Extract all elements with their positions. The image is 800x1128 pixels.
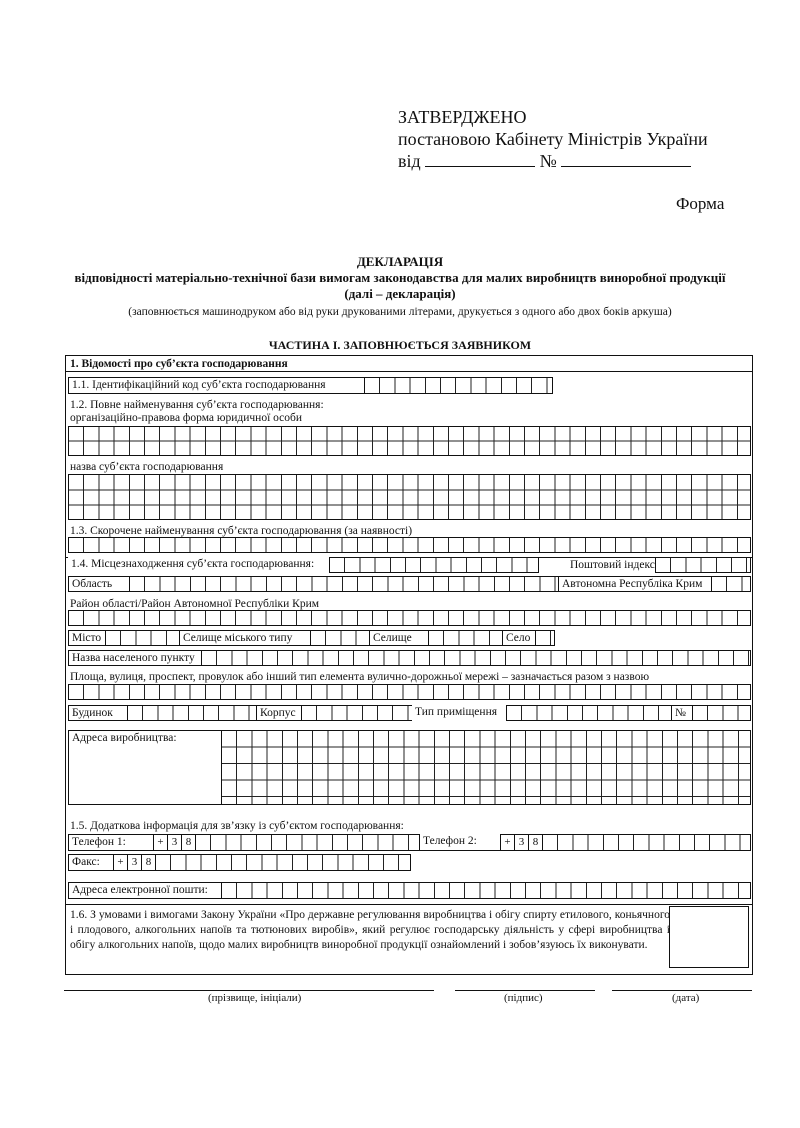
consent-checkbox[interactable] [669, 906, 749, 968]
entity-name-label: назва суб’єкта господарювання [70, 461, 224, 473]
city-label: Місто [68, 630, 106, 646]
building-label: Будинок [68, 705, 128, 721]
premises-type-label: Тип приміщення [412, 705, 507, 721]
number-blank[interactable] [561, 150, 691, 167]
fax-plus: + [113, 854, 128, 871]
section-1-heading: 1. Відомості про суб’єкта господарювання [70, 358, 288, 370]
declaration-subtitle: відповідності матеріально-технічної бази вимогам законодавства для малих виробництв виноробної продукції [74, 270, 726, 285]
urban-village-label: Селище міського типу [179, 630, 311, 646]
street-cells[interactable] [68, 684, 751, 700]
building-cells[interactable] [127, 705, 257, 721]
apartment-number-cells[interactable] [692, 705, 751, 721]
settlement-cells[interactable] [428, 630, 503, 646]
locality-name-cells[interactable] [201, 650, 751, 666]
fax-digit-8: 8 [141, 854, 156, 871]
village-label: Село [502, 630, 536, 646]
phone1-digit-8: 8 [181, 834, 196, 851]
fax-label: Факс: [68, 854, 114, 871]
number-sign-label: № [671, 705, 693, 721]
divider [65, 371, 753, 372]
declaration-title: ДЕКЛАРАЦІЯ [356, 254, 444, 269]
crimea-checkbox[interactable] [711, 576, 751, 592]
fax-digit-3: 3 [127, 854, 142, 871]
corpus-label: Корпус [256, 705, 302, 721]
approval-block [398, 106, 708, 172]
city-cells[interactable] [105, 630, 180, 646]
phone1-plus: + [153, 834, 168, 851]
email-cells[interactable] [221, 882, 751, 899]
settlement-label: Селище [369, 630, 429, 646]
consent-statement: 1.6. З умовами і вимогами Закону України «Про державне регулювання виробництва і обігу спирту етилового, коньячного і плодового, алкогольних напоїв та тютюнових виробів», який регулює господарську діяльність у сфері виробництва і обігу алкогольних напоїв, щодо малих виробництв виноробної продукції ознайомлений і зобов’язуюсь їх виконувати. [70, 909, 670, 951]
urban-village-cells[interactable] [310, 630, 370, 646]
tax-code-label: 1.1. Ідентифікаційний код суб’єкта господарювання [68, 377, 365, 394]
short-name-cells[interactable] [68, 537, 751, 553]
postal-index-label: Поштовий індекс [570, 559, 655, 571]
divider [65, 904, 753, 905]
signature-line[interactable] [455, 990, 595, 991]
location-label: 1.4. Місцезнаходження суб’єкта господарювання: [68, 557, 330, 573]
declaration-abbrev: (далі – декларація) [344, 286, 456, 301]
name-caption: (прізвище, ініціали) [208, 992, 302, 1004]
fill-instructions: (заповнюється машинодруком або від руки друкованими літерами, друкується з одного або двох боків аркуша) [128, 306, 672, 318]
tax-code-cells[interactable] [364, 377, 553, 394]
from-label: від [398, 151, 421, 171]
location-cells[interactable] [329, 557, 539, 573]
production-address-cells[interactable] [221, 730, 751, 805]
phone2-label: Телефон 2: [419, 834, 501, 851]
signature-caption: (підпис) [504, 992, 543, 1004]
approved-label: ЗАТВЕРДЖЕНО [398, 107, 527, 127]
village-checkbox[interactable] [535, 630, 555, 646]
crimea-label: Автономна Республіка Крим [558, 576, 712, 592]
district-label: Район області/Район Автономної Республіки Крим [70, 598, 320, 610]
locality-name-label: Назва населеного пункту [68, 650, 202, 666]
entity-name-cells[interactable] [68, 474, 751, 520]
full-name-label: 1.2. Повне найменування суб’єкта господарювання: [70, 399, 324, 411]
postal-index-cells[interactable] [655, 557, 751, 573]
part-one-heading: ЧАСТИНА І. ЗАПОВНЮЄТЬСЯ ЗАЯВНИКОМ [268, 338, 532, 352]
corpus-cells[interactable] [301, 705, 413, 721]
date-blank[interactable] [425, 150, 535, 167]
phone1-digit-3: 3 [167, 834, 182, 851]
phone1-cells[interactable] [195, 834, 420, 851]
resolution-label: постановою Кабінету Міністрів України [398, 129, 708, 149]
region-label: Область [68, 576, 130, 592]
date-line[interactable] [612, 990, 752, 991]
form-label: Форма [676, 194, 725, 213]
short-name-label: 1.3. Скорочене найменування суб’єкта господарювання (за наявності) [70, 525, 413, 537]
premises-type-cells[interactable] [506, 705, 672, 721]
phone1-label: Телефон 1: [68, 834, 154, 851]
legal-form-cells[interactable] [68, 426, 751, 456]
date-number-line [398, 150, 708, 172]
name-line[interactable] [64, 990, 434, 991]
date-caption: (дата) [672, 992, 700, 1004]
fax-cells[interactable] [155, 854, 411, 871]
number-label: № [539, 151, 557, 171]
phone2-digit-8: 8 [528, 834, 543, 851]
region-cells[interactable] [129, 576, 559, 592]
contact-info-label: 1.5. Додаткова інформація для зв’язку із суб’єктом господарювання: [70, 820, 404, 832]
street-label: Площа, вулиця, проспект, провулок або інший тип елемента вулично-дорожньої мережі – зазначається разом з назвою [70, 671, 650, 683]
district-cells[interactable] [68, 610, 751, 626]
phone2-plus: + [500, 834, 515, 851]
production-address-label: Адреса виробництва: [68, 730, 222, 805]
phone2-cells[interactable] [542, 834, 751, 851]
email-label: Адреса електронної пошти: [68, 882, 222, 899]
legal-form-label: організаційно-правова форма юридичної особи [70, 412, 303, 424]
phone2-digit-3: 3 [514, 834, 529, 851]
